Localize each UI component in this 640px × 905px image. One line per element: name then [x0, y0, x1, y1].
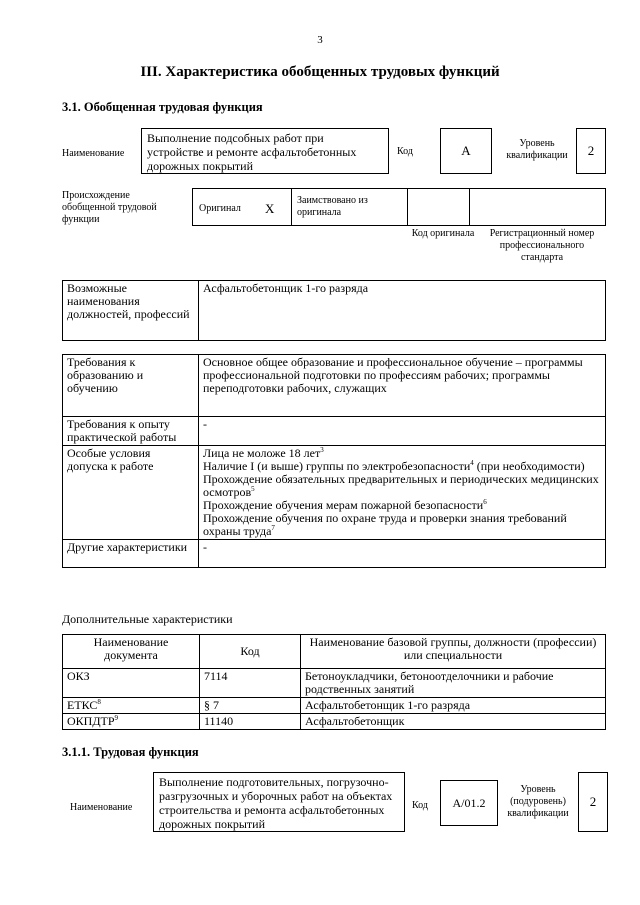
column-header: Наименование базовой группы, должности (профессии) или специальности [301, 635, 606, 669]
additional-table [62, 634, 606, 730]
gtf-code-value: А [440, 128, 492, 174]
condition-item: Лица не моложе 18 лет$^3$ [203, 446, 324, 460]
education-value: Основное общее образование и профессиональное обучение – программы профессиональной подготовки по профессиям рабочих; программы переподготовки рабочих, служащих [199, 355, 606, 417]
tf-name-label: Наименование [70, 802, 133, 813]
borrowed-label: Заимствовано из оригинала [297, 195, 368, 218]
gtf-level-label: Уровень квалификации [506, 138, 568, 161]
tf-code-value: A/01.2 [440, 780, 498, 826]
gtf-heading: 3.1. Обобщенная трудовая функция [62, 100, 263, 114]
original-label: Оригинал [199, 203, 241, 214]
condition-item: Прохождение обучения мерам пожарной безопасности$^6$ [203, 498, 487, 512]
tf-level-label: Уровень (подуровень) квалификации [507, 784, 569, 819]
gtf-name-value: Выполнение подсобных работ при устройстве и ремонте асфальтобетонных дорожных покрытий [141, 128, 389, 174]
experience-label: Требования к опыту практической работы [63, 417, 199, 446]
conditions-list [199, 446, 606, 540]
divider [469, 189, 470, 225]
table-row: ЕТКС$^8$ § 7 Асфальтобетонщик 1-го разряда [63, 698, 606, 714]
table-row: ОКЗ 7114 Бетоноукладчики, бетоноотделочники и рабочие родственных занятий [63, 669, 606, 698]
requirements-table [62, 354, 606, 568]
other-value: - [199, 540, 606, 568]
code-original-label: Код оригинала [411, 228, 475, 239]
gtf-level-value: 2 [576, 128, 606, 174]
divider [291, 189, 292, 225]
tf-name-value: Выполнение подготовительных, погрузочно-разгрузочных и уборочных работ на объектах строительства и ремонта асфальтобетонных дорожных покрытий [153, 772, 405, 832]
conditions-label: Особые условия допуска к работе [63, 446, 199, 540]
table-row: ОКПДТР$^9$ 11140 Асфальтобетонщик [63, 714, 606, 730]
gtf-code-label: Код [397, 146, 413, 157]
origin-table [192, 188, 606, 226]
column-header: Код [200, 635, 301, 669]
gtf-name-label: Наименование [62, 148, 125, 159]
condition-item: Прохождение обязательных предварительных и периодических медицинских осмотров$^5$ [203, 472, 599, 499]
section-title: III. Характеристика обобщенных трудовых функций [140, 64, 500, 80]
tf-heading: 3.1.1. Трудовая функция [62, 745, 199, 759]
positions-table [62, 280, 606, 341]
page-number: 3 [317, 34, 323, 46]
tf-code-label: Код [412, 800, 428, 811]
positions-label: Возможные наименования должностей, профессий [63, 281, 199, 341]
other-label: Другие характеристики [63, 540, 199, 568]
original-mark: Х [265, 201, 275, 216]
reg-number-label: Регистрационный номер профессионального стандарта [489, 228, 595, 263]
education-label: Требования к образованию и обучению [63, 355, 199, 417]
condition-item: Прохождение обучения по охране труда и проверки знания требований охраны труда$^7$ [203, 511, 567, 538]
additional-heading: Дополнительные характеристики [62, 612, 233, 626]
experience-value: - [199, 417, 606, 446]
gtf-origin-label: Происхождение обобщенной трудовой функции [62, 190, 157, 225]
positions-value: Асфальтобетонщик 1-го разряда [199, 281, 606, 341]
tf-level-value: 2 [578, 772, 608, 832]
column-header: Наименование документа [63, 635, 200, 669]
divider [407, 189, 408, 225]
condition-item: Наличие I (и выше) группы по электробезопасности$^4$ (при необходимости) [203, 459, 585, 473]
